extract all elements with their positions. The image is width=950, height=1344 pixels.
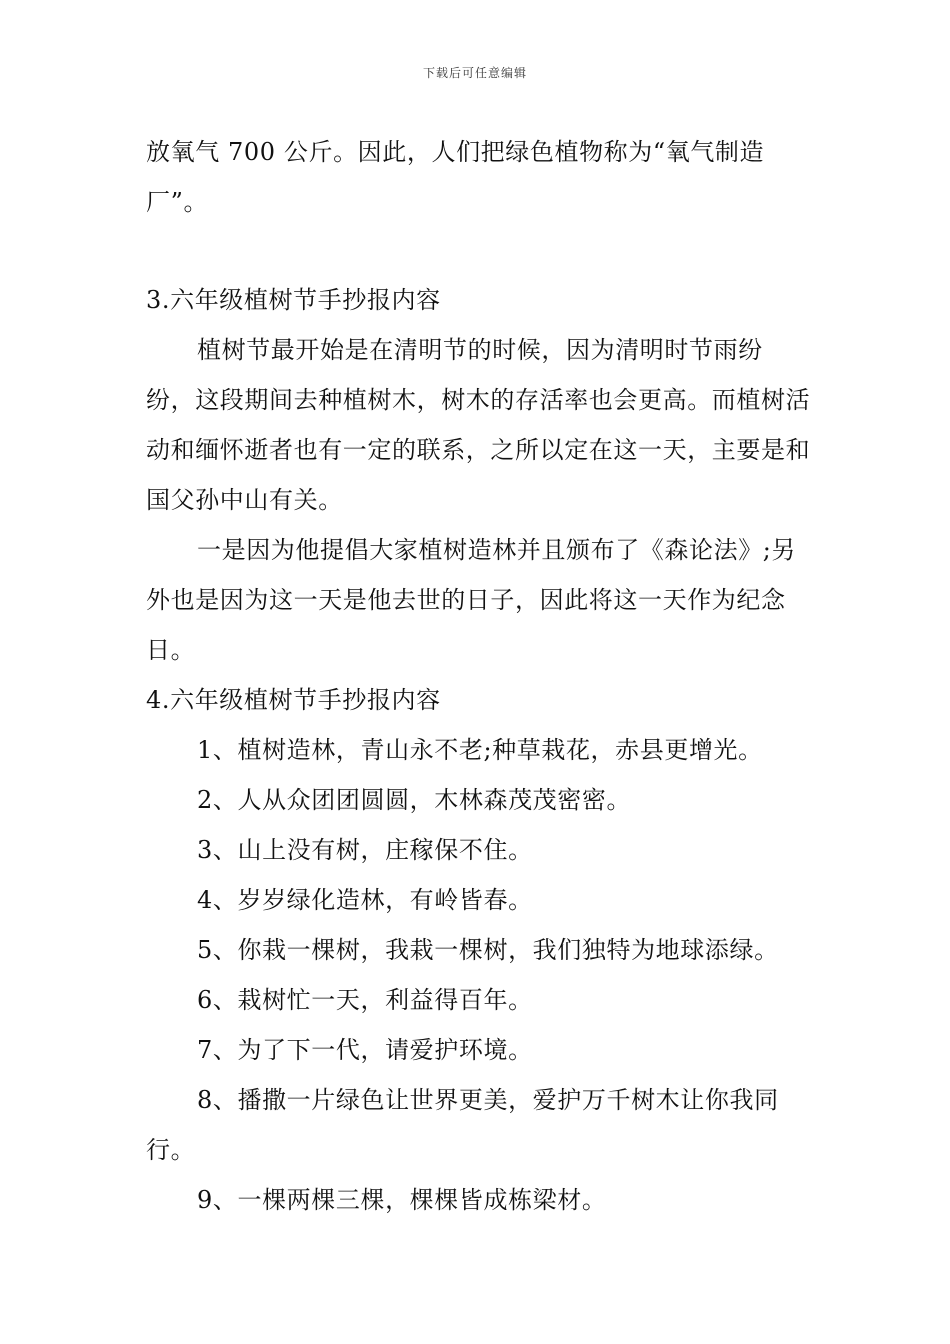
document-body xyxy=(146,127,811,1225)
section-heading-3: 3.六年级植树节手抄报内容 xyxy=(146,286,441,314)
paragraph-oxygen: 放氧气 700 公斤。因此，人们把绿色植物称为“氧气制造厂”。 xyxy=(146,138,765,216)
paragraph-sun-yat-sen: 一是因为他提倡大家植树造林并且颁布了《森论法》;另外也是因为这一天是他去世的日子，因此将这一天作为纪念日。 xyxy=(146,536,797,664)
list-item: 6、栽树忙一天，利益得百年。 xyxy=(197,986,533,1014)
list-item: 3、山上没有树，庄稼保不住。 xyxy=(197,836,533,864)
list-item: 7、为了下一代，请爱护环境。 xyxy=(197,1036,533,1064)
list-item: 4、岁岁绿化造林，有岭皆春。 xyxy=(197,886,533,914)
list-item: 5、你栽一棵树，我栽一棵树，我们独特为地球添绿。 xyxy=(197,936,779,964)
section-heading-4: 4.六年级植树节手抄报内容 xyxy=(146,686,441,714)
download-note: 下载后可任意编辑 xyxy=(422,66,527,80)
list-item: 2、人从众团团圆圆，木林森茂茂密密。 xyxy=(197,786,632,814)
list-item: 1、植树造林，青山永不老;种草栽花，赤县更增光。 xyxy=(197,736,763,764)
list-item: 9、一棵两棵三棵，棵棵皆成栋梁材。 xyxy=(197,1186,607,1214)
paragraph-origin: 植树节最开始是在清明节的时候，因为清明时节雨纷纷，这段期间去种植树木，树木的存活率也会更高。而植树活动和缅怀逝者也有一定的联系，之所以定在这一天，主要是和国父孙中山有关。 xyxy=(146,336,811,514)
list-item: 8、播撒一片绿色让世界更美，爱护万千树木让你我同行。 xyxy=(146,1086,779,1164)
